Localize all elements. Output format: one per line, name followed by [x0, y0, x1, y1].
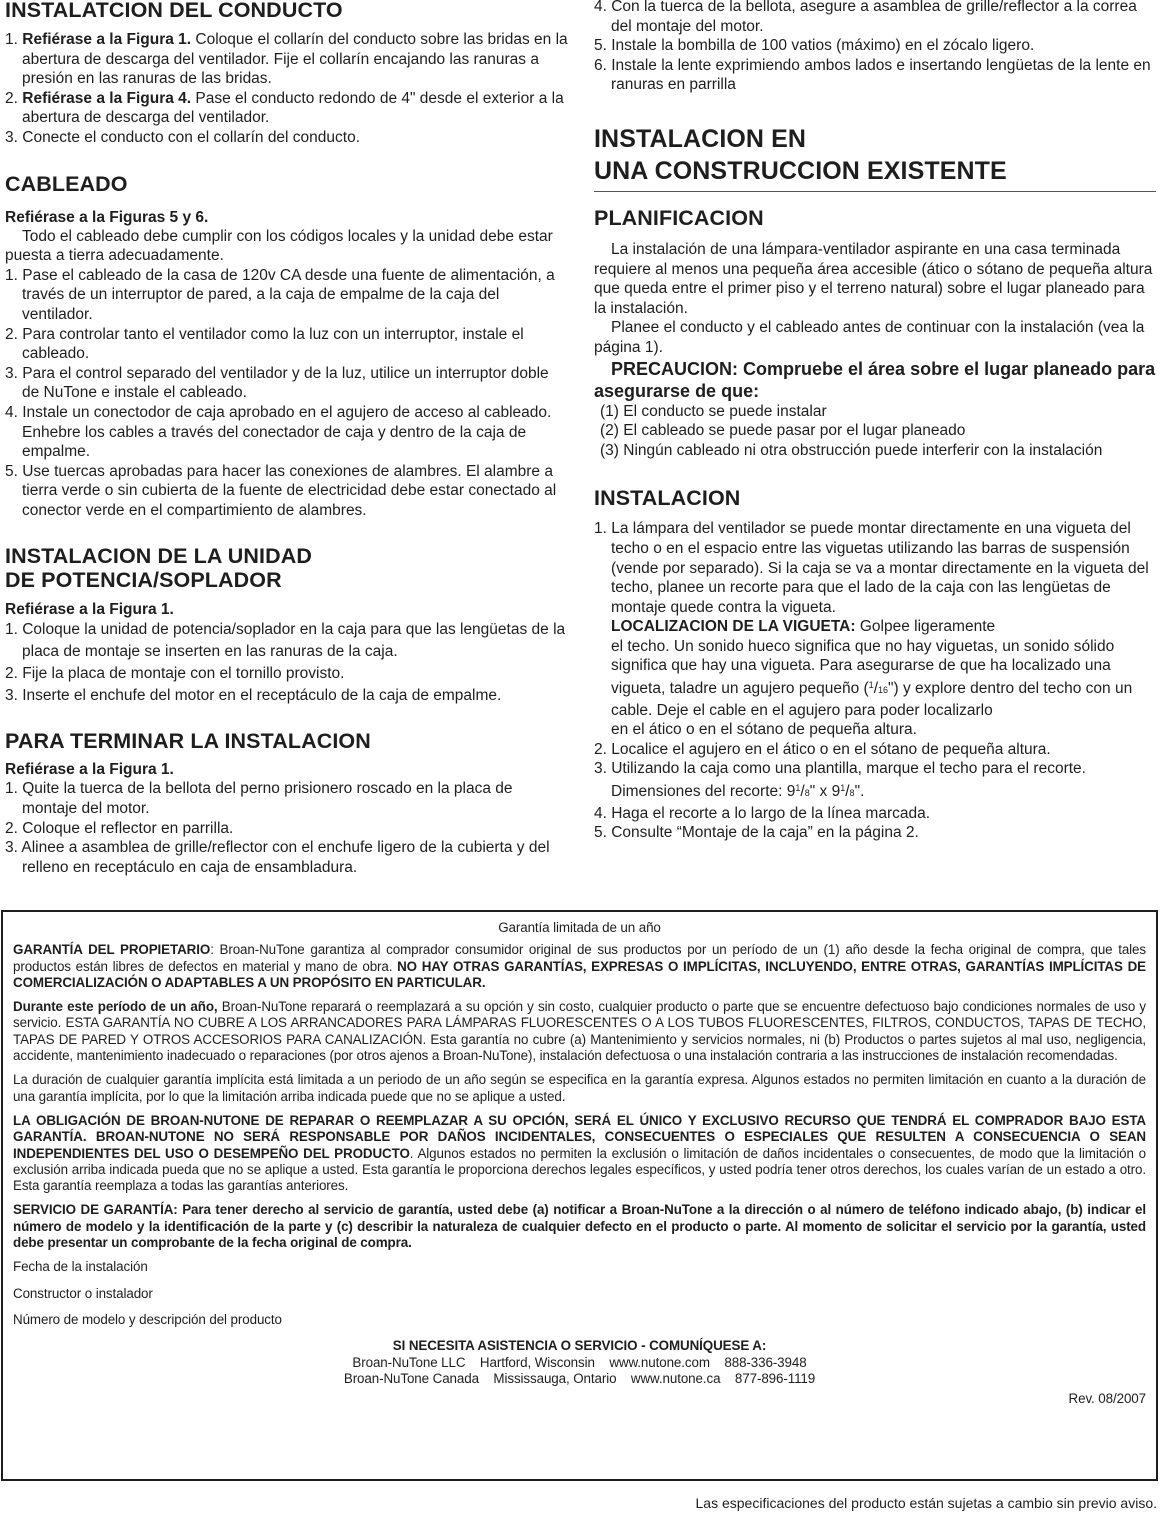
planificacion-paragraph: La instalación de una lámpara-ventilador aspirante en una casa terminada requiere al menos una pequeña área accesible (ático o sótano de pequeña altura que queda entre el primer piso y el terreno natural) sobre el lugar planeado para la instalación.	[594, 240, 1153, 317]
title-line-2: DE POTENCIA/SOPLADOR	[5, 568, 282, 593]
fraction-numerator: 1	[840, 783, 846, 794]
list-item: 5. Use tuercas aprobadas para hacer las conexiones de alambres. El alambre a tierra verde o sin cubierta de la fuente de electricidad debe estar conectado al conector verde en el compartimiento de alambres.	[5, 462, 557, 519]
list-item: 3. Alinee a asamblea de grille/reflector con el enchufe ligero de la cubierta y del relleno en receptáculo en caja de ensambladura.	[5, 839, 550, 876]
item-text: en el ático o en el sótano de pequeña altura.	[611, 721, 917, 739]
text: : Broan-NuTone garantiza al comprador consumidor original de sus productos por un período de un (1) año desde la fecha original de compra, que tales productos están libres de defectos en material y mano de obra.	[13, 942, 1147, 974]
title-line-1: INSTALACION DE LA UNIDAD	[5, 544, 312, 569]
bold-text: Durante este período de un año,	[13, 999, 218, 1015]
list-item: 3. Utilizando la caja como una plantilla, marque el techo para el recorte. Dimensiones del recorte: $9^1/8$" x $9^1/8$".	[594, 760, 1086, 801]
caution-checklist	[594, 402, 1156, 461]
section-title-terminar: PARA TERMINAR LA INSTALACION	[5, 729, 371, 754]
fraction-numerator: 1	[795, 783, 801, 794]
list-item	[5, 128, 570, 148]
list-item	[5, 89, 570, 128]
figure-reference: Refiérase a la Figura 4.	[22, 89, 192, 107]
item-number: 1.	[5, 31, 18, 48]
section-title-unidad	[5, 544, 570, 592]
list-item: (1) El conducto se puede instalar	[600, 402, 827, 420]
figure-reference: Refiérase a la Figura 1.	[5, 601, 174, 619]
dimension-end: ".	[854, 783, 865, 801]
list-item: 5. Consulte “Montaje de la caja” en la página 2.	[594, 824, 919, 842]
fraction-denominator: 8	[849, 788, 855, 799]
item-text: Pase el conducto redondo de 4" desde el exterior a la abertura de descarga del ventilador.	[22, 89, 564, 127]
figure-reference: Refiérase a la Figura 1.	[22, 31, 192, 48]
cableado-steps	[5, 266, 570, 521]
bold-text: LA OBLIGACIÓN DE BROAN-NUTONE DE REPARAR O REEMPLAZAR A SU OPCIÓN, SERÁ EL ÚNICO Y EXCLUSIVO RECURSO QUE TENDRÁ EL COMPRADOR BAJO ESTA GARANTÍA. BROAN-NUTONE NO SERÁ RESPONSABLE POR DAÑOS INCIDENTALES, CONSECUENTES O ESPECIALES QUE RESULTEN A CONSECUENCIA O SEAN INDEPENDIENTES DEL USO O DESEMPEÑO DEL PRODUCTO	[13, 1112, 1146, 1161]
footer-disclaimer: Las especificaciones del producto están sujetas a cambio sin previo aviso.	[695, 1495, 1157, 1511]
dimension-whole: 9	[786, 783, 796, 801]
warranty-title: Garantía limitada de un año	[498, 920, 661, 935]
instalacion-steps	[594, 519, 1156, 843]
dimension-whole: 9	[831, 783, 841, 801]
item-number: 3.	[5, 128, 18, 146]
unidad-steps	[5, 619, 570, 707]
field-model: Número de modelo y descripción del producto	[13, 1311, 282, 1327]
list-item: 1. Quite la tuerca de la bellota del perno prisionero roscado en la placa de montaje del motor.	[5, 780, 513, 818]
warranty-paragraph	[13, 1113, 1146, 1194]
list-item: (2) El cableado se puede pasar por el lugar planeado	[600, 422, 966, 440]
cableado-intro: Todo el cableado debe cumplir con los códigos locales y la unidad debe estar puesta a tierra adecuadamente.	[5, 227, 553, 265]
contact-title: SI NECESITA ASISTENCIA O SERVICIO - COMUNÍQUESE A:	[392, 1338, 767, 1354]
item-text: 3. Utilizando la caja como una plantilla, marque el techo para el recorte.	[594, 760, 1086, 778]
list-item: 4. Instale un conectodor de caja aprobado en el agujero de acceso al cableado. Enhebre los cables a través del conectador de caja y dentro de la caja de empalme.	[5, 403, 552, 461]
main-title-construccion-existente	[594, 123, 1156, 192]
list-item: 4. Haga el recorte a lo largo de la línea marcada.	[594, 804, 931, 822]
list-item: 5. Instale la bombilla de 100 vatios (máximo) en el zócalo ligero.	[594, 37, 1035, 55]
terminar-steps	[5, 779, 570, 877]
text: Broan-NuTone reparará o reemplazará a su opción y sin costo, cualquier producto o parte que se encuentre defectuoso bajo condiciones normales de uso y servicio. ESTA GARANTÍA NO CUBRE A LOS ARRANCADORES PARA LÁMPARAS FLUORESCENTES O A LOS TUBOS FLUORESCENTES, FILTROS, CONDUCTOS, TAPAS DE TECHO, TAPAS DE PARED Y OTROS ACCESORIOS PARA CANALIZACIÓN. Esta garantía no cubre (a) Mantenimiento y servicios normales, ni (b) Productos o partes sujetos al mal uso, negligencia, accidente, mantenimiento inadecuado o reparaciones (por otros ajenos a Broan-NuTone), instalación defectuosa o una instalación contraria a las instrucciones de instalación recomendadas.	[13, 999, 1146, 1064]
bold-text: GARANTÍA DEL PROPIETARIO	[13, 942, 211, 958]
list-item: 1. Pase el cableado de la casa de 120v CA desde una fuente de alimentación, a través de un interruptor de pared, a la caja de empalme de la caja del ventilador.	[5, 266, 555, 323]
list-item: 1. Coloque la unidad de potencia/soplador en la caja para que las lengüetas de la placa de montaje se inserten en las ranuras de la caja.	[5, 621, 566, 661]
contact-us: Broan-NuTone LLC Hartford, Wisconsin www.nutone.com 888-336-3948	[352, 1354, 807, 1370]
terminar-steps-continued	[594, 0, 1156, 95]
title-line-2: UNA CONSTRUCCION EXISTENTE	[594, 156, 1007, 185]
right-column	[594, 0, 1156, 843]
item-text: el techo. Un sonido hueco significa que no hay viguetas, un sonido sólido significa que hay una vigueta. Para asegurarse de que ha localizado una vigueta, taladre un agujero pequeño (	[611, 637, 1115, 698]
fraction-denominator: 16	[878, 685, 889, 696]
list-item: 6. Instale la lente exprimiendo ambos lados e insertando lengüetas de la lente en ranuras en parrilla	[594, 56, 1151, 94]
list-item: 4. Con la tuerca de la bellota, asegure a asamblea de grille/reflector a la correa del montaje del motor.	[594, 0, 1137, 35]
fraction-denominator: 8	[804, 788, 810, 799]
item-text: ") y explore dentro del techo con un cable. Deje el cable en el agujero para poder localizarlo	[611, 680, 1133, 719]
list-item: 2. Coloque el reflector en parrilla.	[5, 819, 234, 837]
list-item	[5, 30, 570, 89]
figure-reference: Refiérase a la Figura 1.	[5, 761, 174, 779]
item-number: 2.	[5, 89, 18, 107]
list-item: 1. La lámpara del ventilador se puede montar directamente en una vigueta del techo o en el espacio entre las viguetas utilizando las barras de suspensión (vende por separado). Si la caja se va a montar directamente en la vigueta del techo, planee un recorte para que el lado de la caja con las lengüetas de montaje quede contra la vigueta. LOCALIZACION DE LA VIGUETA: Golpee ligeramente el techo. Un sonido hueco significa que no hay viguetas, un sonido sólido significa que hay una vigueta. Para asegurarse de que ha localizado una vigueta, taladre un agujero pequeño ($^1$/16") y explore dentro del techo con un cable. Deje el cable en el agujero para poder localizarlo en el ático o en el sótano de pequeña altura.	[594, 520, 1149, 739]
bold-text: NO HAY OTRAS GARANTÍAS, EXPRESAS O IMPLÍCITAS, INCLUYENDO, ENTRE OTRAS, GARANTÍAS IMPLÍCITAS DE COMERCIALIZACIÓN O ADAPTABLES A UN PROPÓSITO EN PARTICULAR.	[13, 958, 1146, 990]
revision-date: Rev. 08/2007	[1068, 1391, 1146, 1407]
dimension-separator: " x	[809, 783, 832, 801]
planificacion-paragraph: Planee el conducto y el cableado antes de continuar con la instalación (vea la página 1).	[594, 319, 1145, 356]
caution-text: PRECAUCION: Compruebe el área sobre el lugar planeado para asegurarse de que:	[594, 358, 1156, 401]
item-text: Conecte el conducto con el collarín del conducto.	[22, 128, 361, 146]
list-item: 2. Para controlar tanto el ventilador como la luz con un interruptor, instale el cableado.	[5, 325, 524, 363]
warranty-paragraph: SERVICIO DE GARANTÍA: Para tener derecho al servicio de garantía, usted debe (a) notificar a Broan-NuTone a la dirección o al número de teléfono indicado abajo, (b) indicar el número de modelo y la identificación de la parte y (c) describir la naturaleza de cualquier defecto en el producto o parte. Al momento de solicitar el servicio por la garantía, usted debe presentar un comprobante de la fecha original de compra.	[13, 1202, 1146, 1251]
title-line-1: INSTALACION EN	[594, 124, 807, 153]
list-item: 2. Fije la placa de montaje con el tornillo provisto.	[5, 665, 345, 683]
warranty-paragraph: La duración de cualquier garantía implícita está limitada a un periodo de un año según se especifica en la garantía expresa. Algunos estados no permiten limitación en cuanto a la duración de una garantía implícita, por lo que la limitación arriba indicada puede que no se aplique a usted.	[13, 1072, 1146, 1104]
section-title-instalacion: INSTALACION	[594, 486, 741, 511]
item-text: 1. La lámpara del ventilador se puede montar directamente en una vigueta del techo o en el espacio entre las viguetas utilizando las barras de suspensión (vende por separado). Si la caja se va a montar directamente en la vigueta del techo, planee un recorte para que el lado de la caja con las lengüetas de montaje quede contra la vigueta.	[594, 520, 1149, 616]
list-item: 2. Localice el agujero en el ático o en el sótano de pequeña altura.	[594, 740, 1051, 758]
text: . Algunos estados no permiten la exclusión o limitación de daños incidentales o consecuentes, de modo que la limitación o exclusión arriba indicada pueda que no se aplique a usted. Esta garantía le proporciona derechos legales específicos, y usted podría tener otros derechos, los cuales varían de un estado a otro. Esta garantía reemplaza a todas las garantías anteriores.	[13, 1145, 1146, 1194]
field-install-date: Fecha de la instalación	[13, 1259, 148, 1275]
section-title-cableado: CABLEADO	[5, 171, 128, 196]
figure-reference: Refiérase a la Figuras 5 y 6.	[5, 208, 209, 226]
cutout-dimensions-label: Dimensiones del recorte:	[611, 783, 787, 801]
left-column	[5, 0, 570, 877]
list-item: 3. Para el control separado del ventilador y de la luz, utilice un interruptor doble de NuTone e instale el cableado.	[5, 364, 549, 402]
item-text: Coloque el collarín del conducto sobre las bridas en la abertura de descarga del ventilador. Fije el collarín encajando las ranuras a presión en las ranuras de las bridas.	[22, 31, 568, 88]
section-title-planificacion: PLANIFICACION	[594, 205, 764, 230]
item-text: Golpee ligeramente	[855, 618, 996, 636]
section-title-conducto: INSTALATCION DEL CONDUCTO	[5, 0, 343, 22]
list-item: 3. Inserte el enchufe del motor en el receptáculo de la caja de empalme.	[5, 687, 502, 705]
joist-location-label: LOCALIZACION DE LA VIGUETA:	[611, 618, 856, 636]
fraction-numerator: 1	[868, 680, 874, 691]
field-installer: Constructor o instalador	[13, 1285, 153, 1301]
contact-canada: Broan-NuTone Canada Mississauga, Ontario www.nutone.ca 877-896-1119	[343, 1370, 816, 1386]
warranty-paragraph	[13, 942, 1146, 991]
conducto-steps	[5, 30, 570, 148]
warranty-box	[1, 910, 1158, 1481]
warranty-paragraph	[13, 999, 1146, 1064]
list-item: (3) Ningún cableado ni otra obstrucción puede interferir con la instalación	[600, 441, 1103, 459]
